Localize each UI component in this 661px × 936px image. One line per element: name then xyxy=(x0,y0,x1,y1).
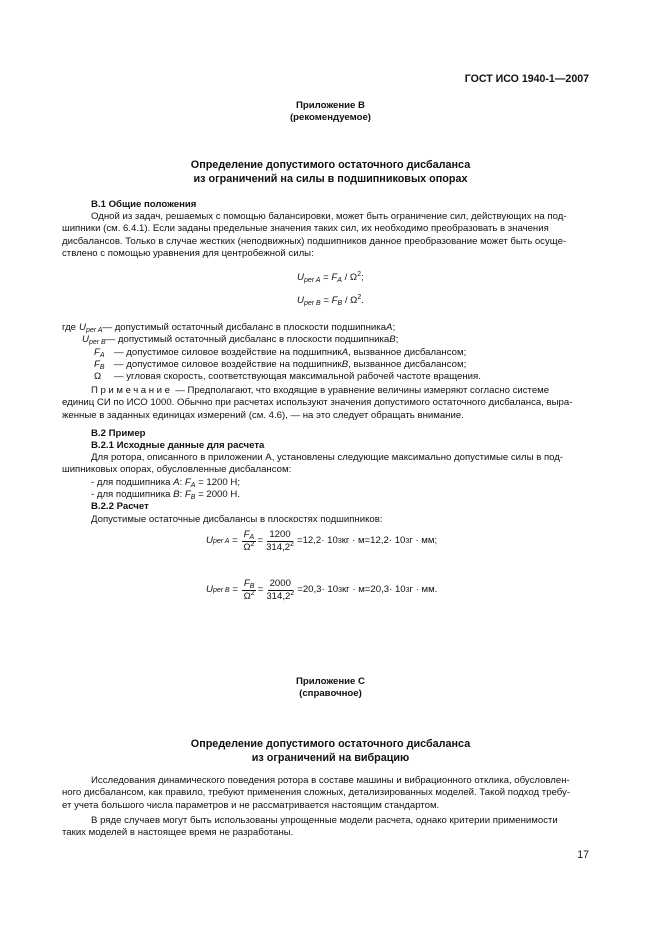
fraction: $\frac{1200}{314,2^2}$ xyxy=(266,529,294,553)
bullet-bearing-a: - для подшипника A: $F_A = 1200$ Н; xyxy=(91,477,240,489)
annex-c-heading-line1: Определение допустимого остаточного дисбаланса xyxy=(190,738,471,750)
annex-b-heading-line2: из ограничений на силы в подшипниковых опорах xyxy=(193,173,468,185)
section-b1-paragraph xyxy=(62,211,603,261)
text-line: шипниковых опорах, обусловленные дисбалансом: xyxy=(62,464,292,476)
annex-c-heading-line2: из ограничений на вибрацию xyxy=(251,752,410,764)
text-line: единиц СИ по ИСО 1000. Обычно при расчетах используют значения допустимого остаточного дисбаланса, выра- xyxy=(62,397,573,409)
text-line: Исследования динамического поведения ротора в составе машины и вибрационного отклика, обусловлен- xyxy=(91,775,570,786)
glossary-row: $F_A$ — допустимое силовое воздействие на подшипник A , вызванное дисбалансом; xyxy=(94,346,467,359)
glossary-row: Ω — угловая скорость, соответствующая максимальной рабочей частоте вращения. xyxy=(94,371,481,383)
symbol-glossary xyxy=(62,322,481,383)
equation-uperb: $U_{per B} = F_B / \Omega^2$. xyxy=(297,294,364,307)
text-line: Для ротора, описанного в приложении А, установлены следующие максимально допустимые силы в под- xyxy=(91,452,564,463)
text-line: Одной из задач, решаемых с помощью балансировки, может быть ограничение сил, действующих на под- xyxy=(91,211,567,222)
section-b22-paragraph: Допустимые остаточные дисбалансы в плоскостях подшипников: xyxy=(91,514,383,525)
text-line: ствлено с помощью уравнения для центробежной силы: xyxy=(62,248,314,260)
fraction: $\frac{F_A}{\Omega^2}$ xyxy=(243,529,255,553)
text-line: таких моделей в настоящее время не разработаны. xyxy=(62,827,294,839)
annex-b-title: Приложение В xyxy=(296,100,365,111)
section-b1-title: В.1 Общие положения xyxy=(91,199,197,210)
annex-b-heading-line1: Определение допустимого остаточного дисбаланса xyxy=(190,159,471,171)
text-line: женные в заданных единицах измерений (см. 4.6), — на это следует обращать внимание. xyxy=(62,409,464,421)
glossary-row: $U_{per B}$ — допустимый остаточный дисбаланс в плоскости подшипника B ; xyxy=(82,334,399,347)
note-paragraph xyxy=(62,385,603,422)
annex-c-paragraph-2 xyxy=(62,815,603,840)
section-b2-title: В.2 Пример xyxy=(91,428,146,439)
fraction: $\frac{F_B}{\Omega^2}$ xyxy=(243,578,255,602)
glossary-row: где $U_{per A}$ — допустимый остаточный дисбаланс в плоскости подшипника A ; xyxy=(62,322,396,334)
annex-c-title: Приложение С xyxy=(296,676,365,687)
annex-c-paragraph-1 xyxy=(62,775,603,812)
section-b21-title: В.2.1 Исходные данные для расчета xyxy=(91,440,265,451)
annex-c-status: (справочное) xyxy=(299,688,362,699)
fraction: $\frac{2000}{314,2^2}$ xyxy=(266,578,295,602)
equation-upera: $U_{per A} = F_A / \Omega^2$; xyxy=(297,271,364,284)
section-b21-paragraph xyxy=(62,452,603,477)
text-line: шипники (см. 6.4.1). Если заданы предельные значения таких сил, их необходимо преобразовать в значения xyxy=(62,223,549,235)
document-code: ГОСТ ИСО 1940-1—2007 xyxy=(464,73,589,85)
calculation-uperb: U per B = $\frac{F_B}{\Omega^2}$ = $\frac{2000}{314,2^2}$ = 20,3· 10 3 кг · м = 20,3· 10 3 г · мм. xyxy=(206,578,438,602)
page-number: 17 xyxy=(577,849,589,861)
text-line: ет учета большого числа параметров и не рассматривается настоящим стандартом. xyxy=(62,799,440,811)
note-label: Примечание xyxy=(91,385,173,396)
text-line: В ряде случаев могут быть использованы упрощенные модели расчета, однако критерии применимости xyxy=(91,815,558,826)
annex-b-status: (рекомендуемое) xyxy=(289,112,371,123)
text-line: ного дисбалансом, как правило, требуют применения сложных, детализированных моделей. Такой подход требу- xyxy=(62,787,571,799)
text-line: Примечание — Предполагают, что входящие в уравнение величины измеряют согласно системе xyxy=(91,385,550,396)
text-line: дисбалансов. Только в случае жестких (неподвижных) подшипников данное преобразование может быть осуще- xyxy=(62,235,567,247)
bullet-bearing-b: - для подшипника B: $F_B = 2000$ Н. xyxy=(91,489,240,501)
glossary-row: $F_B$ — допустимое силовое воздействие на подшипник B , вызванное дисбалансом; xyxy=(94,358,467,371)
calculation-upera: U per A = $\frac{F_A}{\Omega^2}$ = $\frac{1200}{314,2^2}$ = 12,2· 10 3 кг · м = 12,2· 10 3 г · мм; xyxy=(206,529,438,553)
section-b22-title: В.2.2 Расчет xyxy=(91,501,149,512)
